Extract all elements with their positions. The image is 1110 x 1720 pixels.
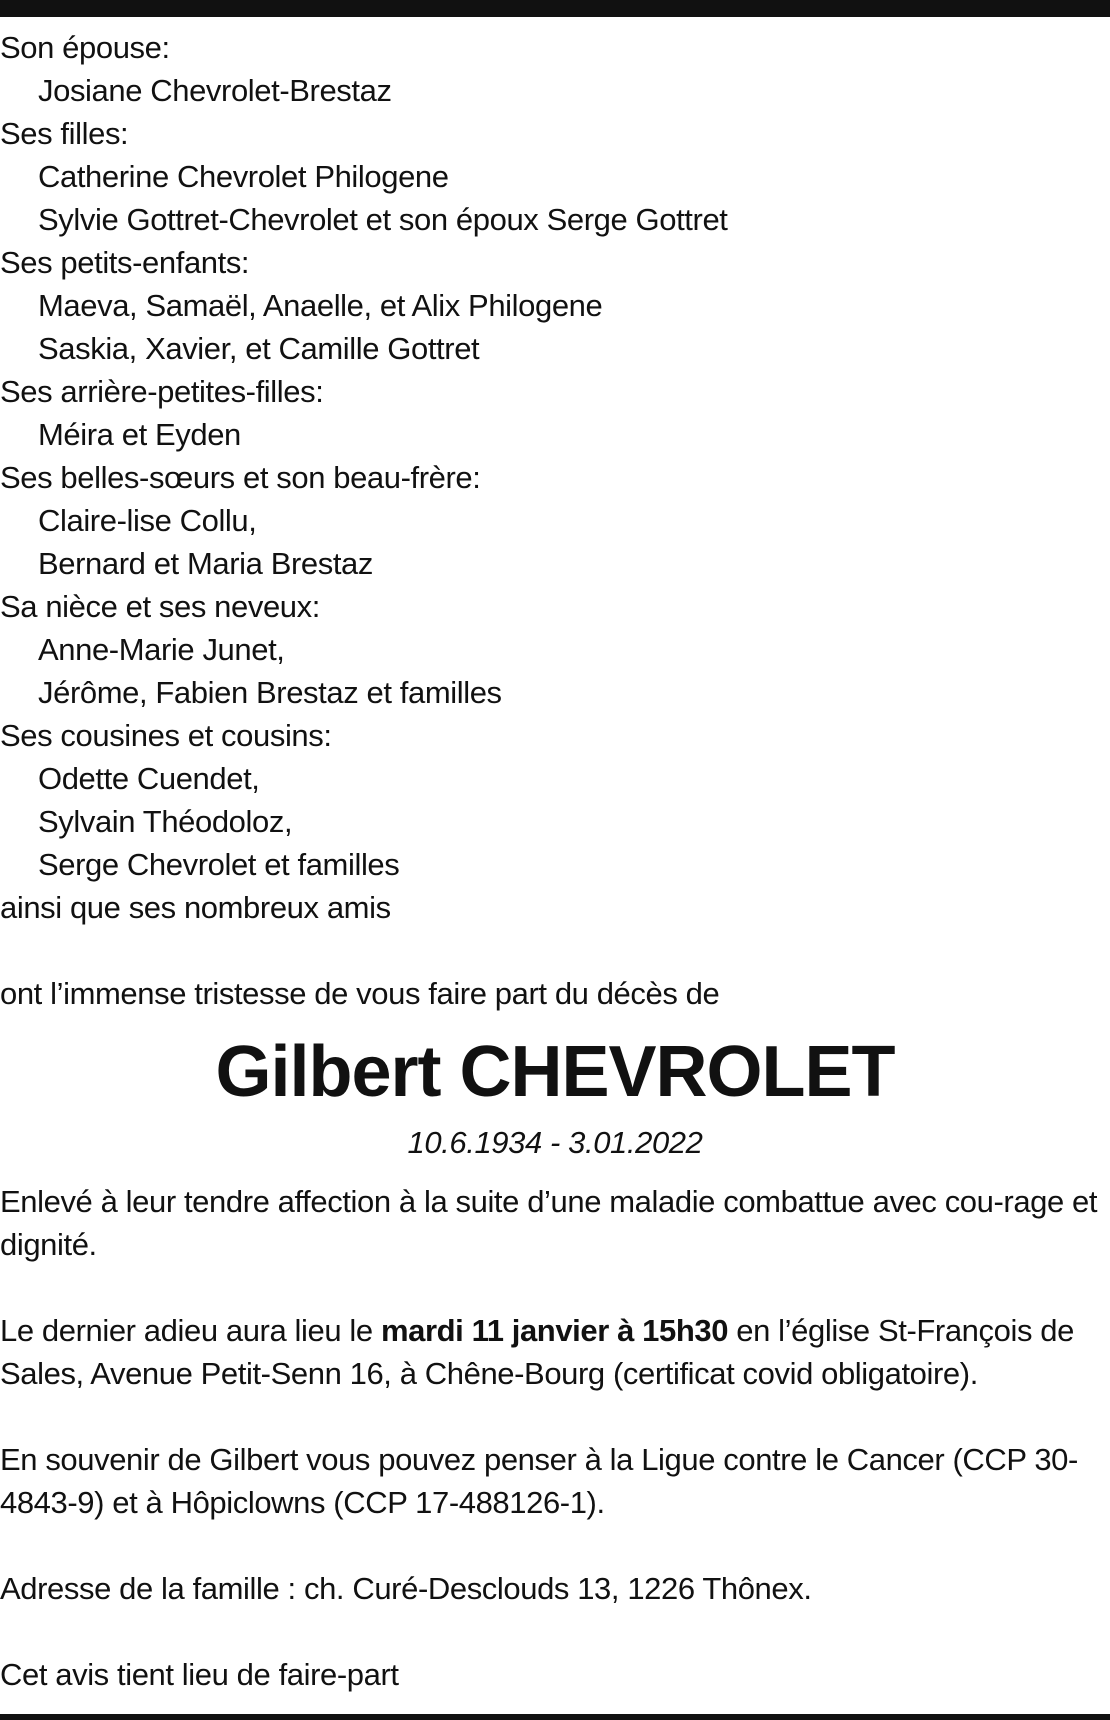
- family-member: Jérôme, Fabien Brestaz et familles: [38, 675, 502, 710]
- family-label: Son épouse:: [0, 30, 170, 65]
- ceremony-paragraph: [0, 1309, 1106, 1395]
- ceremony-date-time: mardi 11 janvier à 15h30: [380, 1313, 729, 1348]
- life-dates: 10.6.1934 - 3.01.2022: [407, 1125, 703, 1160]
- deceased-name: Gilbert CHEVROLET: [215, 1032, 895, 1112]
- family-label: Ses cousines et cousins:: [0, 718, 332, 753]
- family-member: Josiane Chevrolet-Brestaz: [38, 73, 392, 108]
- bottom-rule: [0, 1714, 1110, 1720]
- illness-paragraph: Enlevé à leur tendre affection à la suite d’une maladie combattue avec cou-rage et dignité.: [0, 1184, 1098, 1262]
- announcement: ont l’immense tristesse de vous faire part du décès de: [0, 976, 720, 1011]
- address-paragraph: Adresse de la famille : ch. Curé-Desclouds 13, 1226 Thônex.: [0, 1571, 812, 1606]
- closing-line: Cet avis tient lieu de faire-part: [0, 1657, 399, 1692]
- family-member: Bernard et Maria Brestaz: [38, 546, 373, 581]
- family-member: Serge Chevrolet et familles: [38, 847, 400, 882]
- family-member: Sylvain Théodoloz,: [38, 804, 293, 839]
- family-member: Méira et Eyden: [38, 417, 241, 452]
- family-member: Maeva, Samaël, Anaelle, et Alix Philogene: [38, 288, 603, 323]
- family-label: Ses filles:: [0, 116, 129, 151]
- family-label: Ses petits-enfants:: [0, 245, 250, 280]
- ceremony-text-before: Le dernier adieu aura lieu le: [0, 1313, 381, 1348]
- family-member: Saskia, Xavier, et Camille Gottret: [38, 331, 480, 366]
- ceremony-text-after: en l’église St-François de Sales, Avenue Petit-Senn 16, à Chêne-Bourg (certificat covid obligatoire).: [0, 1313, 1074, 1391]
- family-label: Sa nièce et ses neveux:: [0, 589, 320, 624]
- friends-line: ainsi que ses nombreux amis: [0, 890, 391, 925]
- family-label: Ses arrière-petites-filles:: [0, 374, 324, 409]
- family-label: Ses belles-sœurs et son beau-frère:: [0, 460, 481, 495]
- family-member: Sylvie Gottret-Chevrolet et son époux Serge Gottret: [38, 202, 728, 237]
- donation-paragraph: En souvenir de Gilbert vous pouvez penser à la Ligue contre le Cancer (CCP 30-4843-9) et à Hôpiclowns (CCP 17-488126-1).: [0, 1442, 1078, 1520]
- family-member: Anne-Marie Junet,: [38, 632, 285, 667]
- family-member: Claire-lise Collu,: [38, 503, 257, 538]
- family-member: Catherine Chevrolet Philogene: [38, 159, 449, 194]
- family-member: Odette Cuendet,: [38, 761, 260, 796]
- top-rule: [0, 0, 1110, 17]
